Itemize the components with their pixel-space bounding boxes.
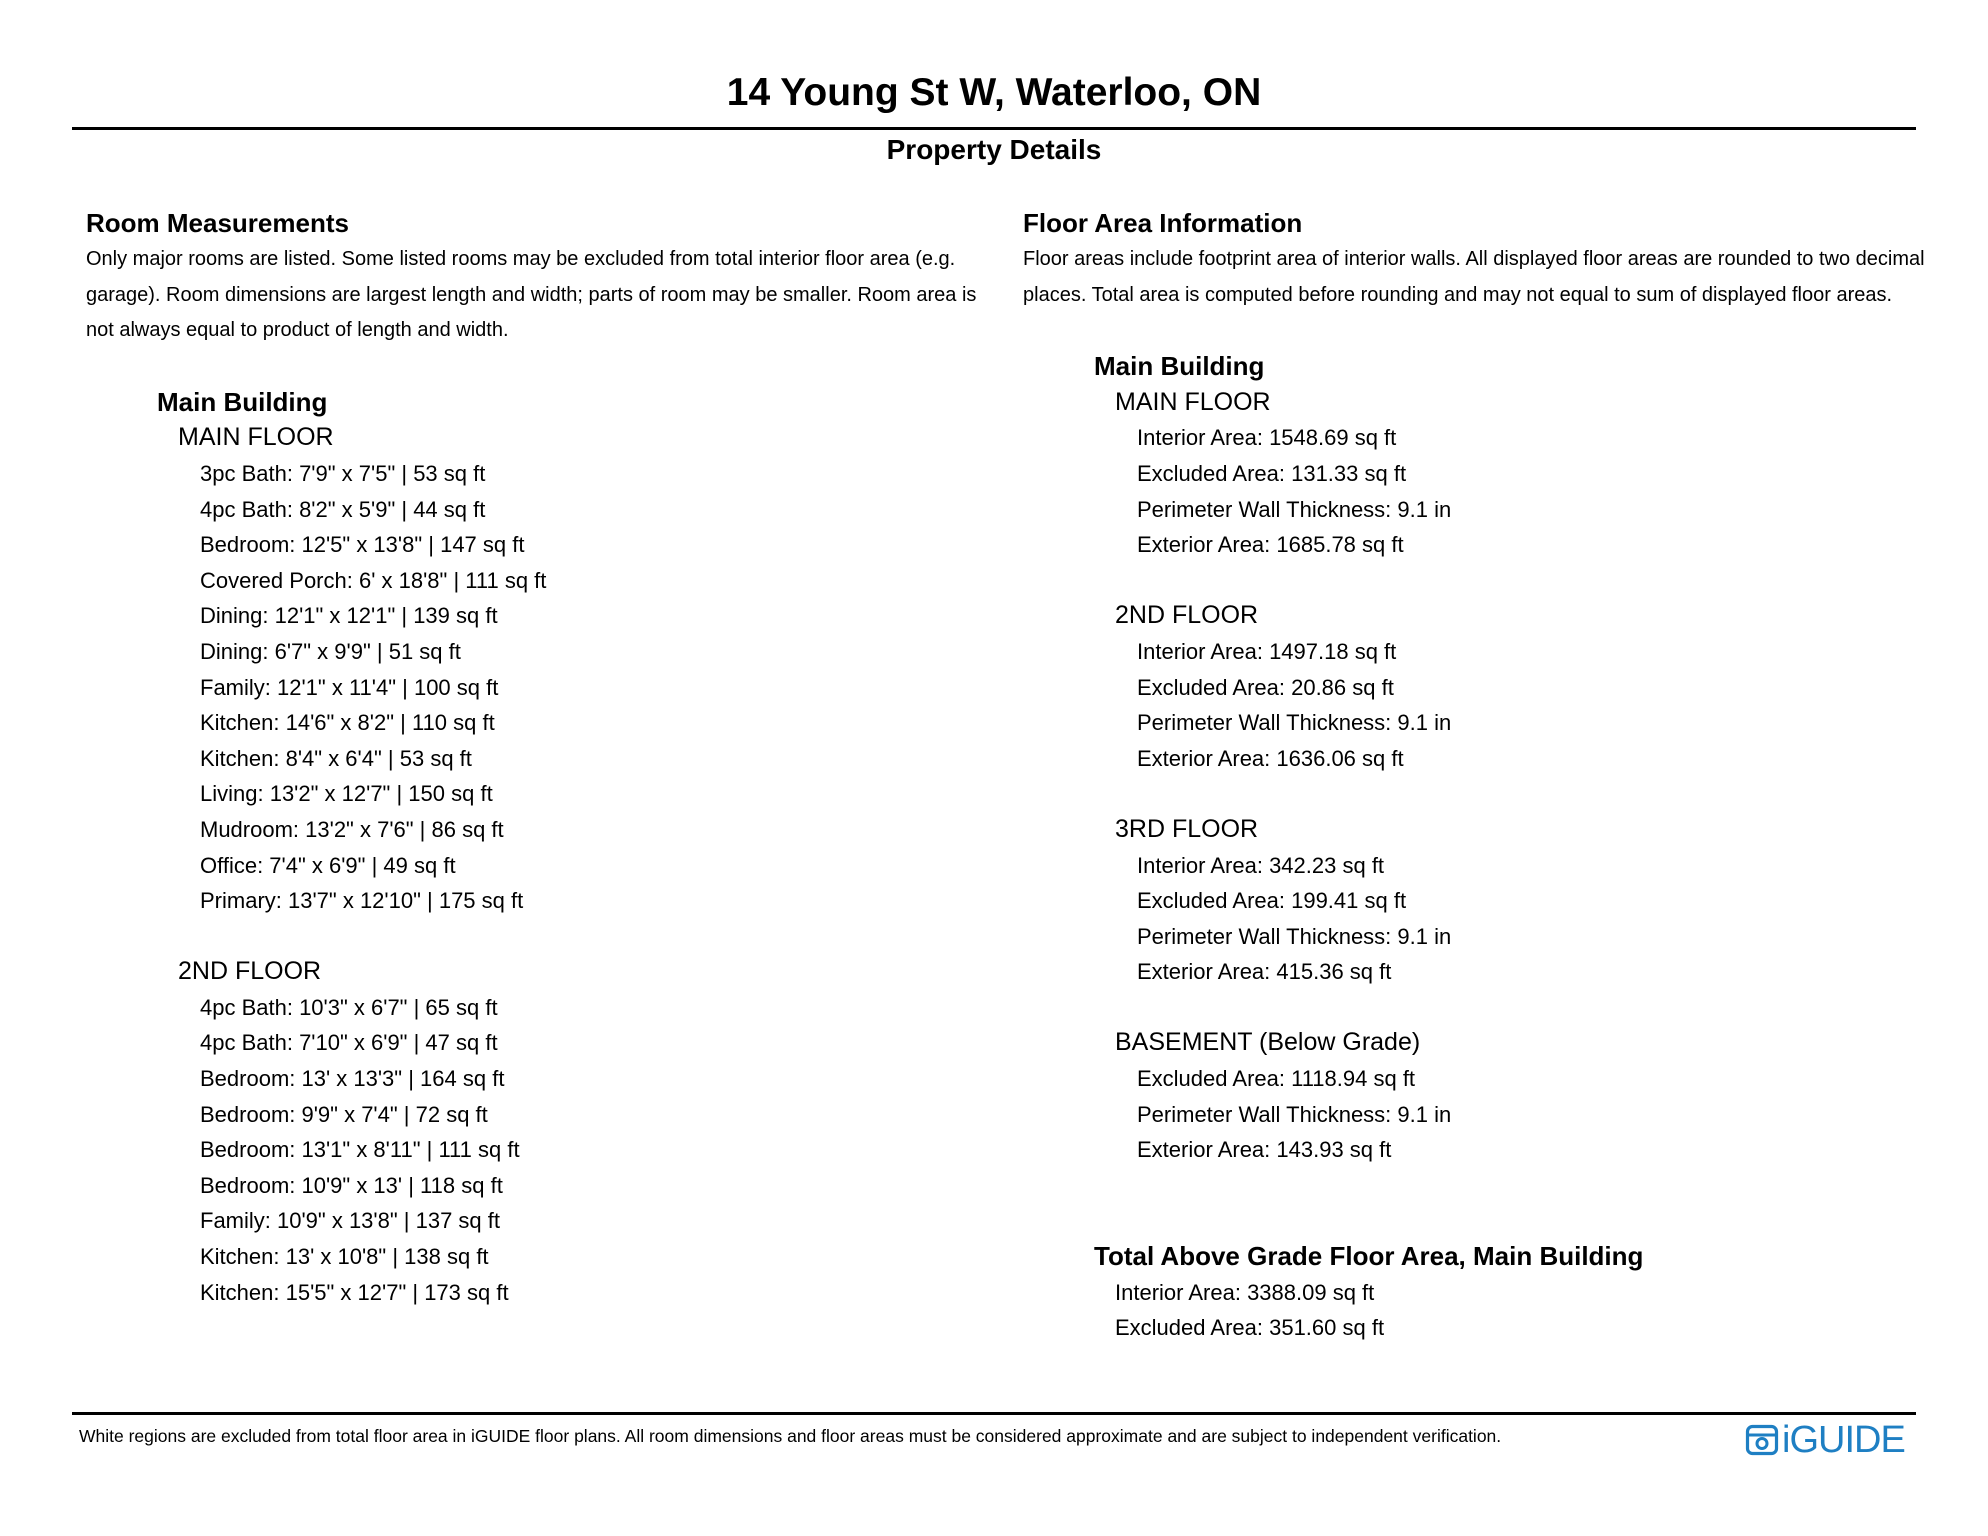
logo-wordmark: iGUIDE	[1782, 1419, 1905, 1461]
area-item: Excluded Area: 1118.94 sq ft	[1137, 1066, 1416, 1092]
room-item: 4pc Bath: 10'3" x 6'7" | 65 sq ft	[200, 994, 498, 1020]
area-item: Interior Area: 342.23 sq ft	[1137, 852, 1385, 878]
room-item: Bedroom: 10'9" x 13' | 118 sq ft	[200, 1172, 503, 1198]
room-building-block	[86, 385, 986, 1310]
floor-name: 3RD FLOOR	[1115, 814, 1259, 843]
camera-frame-icon	[1745, 1423, 1779, 1457]
total-area-item: Interior Area: 3388.09 sq ft	[1115, 1279, 1375, 1305]
room-item: 4pc Bath: 7'10" x 6'9" | 47 sq ft	[200, 1030, 498, 1056]
area-floor-main	[1115, 385, 1943, 563]
area-item: Interior Area: 1497.18 sq ft	[1137, 638, 1397, 664]
area-floor-3rd	[1115, 812, 1943, 990]
room-item: Dining: 12'1" x 12'1" | 139 sq ft	[200, 603, 498, 629]
area-item: Exterior Area: 1685.78 sq ft	[1137, 532, 1404, 558]
total-area-heading: Total Above Grade Floor Area, Main Building	[1094, 1241, 1644, 1272]
spacer	[1094, 776, 1943, 812]
footer-disclaimer: White regions are excluded from total floor area in iGUIDE floor plans. All room dimensions and floor areas must be considered approximate and are subject to independent verification.	[79, 1426, 1502, 1446]
area-floor-2nd	[1115, 598, 1943, 776]
room-item: Family: 12'1" x 11'4" | 100 sq ft	[200, 674, 499, 700]
area-item: Exterior Area: 415.36 sq ft	[1137, 959, 1392, 985]
room-item: Primary: 13'7" x 12'10" | 175 sq ft	[200, 888, 524, 914]
spacer	[157, 919, 986, 955]
floor-area-section	[1023, 206, 1943, 1346]
room-item: 3pc Bath: 7'9" x 7'5" | 53 sq ft	[200, 460, 486, 486]
floor-name: BASEMENT (Below Grade)	[1115, 1028, 1421, 1057]
room-item: Kitchen: 8'4" x 6'4" | 53 sq ft	[200, 745, 472, 771]
area-item: Interior Area: 1548.69 sq ft	[1137, 425, 1397, 451]
spacer	[1094, 1168, 1943, 1239]
room-item: Bedroom: 13'1" x 8'11" | 111 sq ft	[200, 1137, 520, 1163]
floor-area-description: Floor areas include footprint area of interior walls. All displayed floor areas are rounded to two decimal places. Total area is computed before rounding and may not equal to sum of displayed floor areas.	[1023, 248, 1925, 306]
area-building-title: Main Building	[1094, 351, 1265, 382]
area-item: Perimeter Wall Thickness: 9.1 in	[1137, 496, 1452, 522]
area-item: Excluded Area: 199.41 sq ft	[1137, 888, 1407, 914]
room-measurements-heading: Room Measurements	[86, 208, 349, 238]
floor-name: MAIN FLOOR	[178, 423, 334, 452]
room-building-title: Main Building	[157, 386, 328, 417]
room-item: Living: 13'2" x 12'7" | 150 sq ft	[200, 781, 493, 807]
room-measurements-section	[86, 206, 986, 1310]
spacer	[1094, 990, 1943, 1026]
room-item: Kitchen: 15'5" x 12'7" | 173 sq ft	[200, 1279, 509, 1305]
room-item: Kitchen: 13' x 10'8" | 138 sq ft	[200, 1244, 489, 1270]
room-item: Bedroom: 13' x 13'3" | 164 sq ft	[200, 1066, 505, 1092]
floor-area-heading: Floor Area Information	[1023, 208, 1303, 238]
room-item: Bedroom: 9'9" x 7'4" | 72 sq ft	[200, 1101, 488, 1127]
floor-name: 2ND FLOOR	[178, 957, 322, 986]
room-item: Kitchen: 14'6" x 8'2" | 110 sq ft	[200, 710, 495, 736]
iguide-logo	[1745, 1420, 1905, 1460]
area-item: Perimeter Wall Thickness: 9.1 in	[1137, 710, 1452, 736]
room-floor-main	[178, 420, 986, 918]
room-item: Covered Porch: 6' x 18'8" | 111 sq ft	[200, 567, 547, 593]
header-rule	[72, 127, 1916, 130]
room-item: Mudroom: 13'2" x 7'6" | 86 sq ft	[200, 816, 504, 842]
area-floor-basement	[1115, 1025, 1943, 1167]
area-item: Exterior Area: 143.93 sq ft	[1137, 1137, 1392, 1163]
area-item: Perimeter Wall Thickness: 9.1 in	[1137, 923, 1452, 949]
room-floor-2nd	[178, 954, 986, 1310]
room-item: Family: 10'9" x 13'8" | 137 sq ft	[200, 1208, 500, 1234]
room-item: Bedroom: 12'5" x 13'8" | 147 sq ft	[200, 532, 525, 558]
floor-name: MAIN FLOOR	[1115, 387, 1271, 416]
area-item: Exterior Area: 1636.06 sq ft	[1137, 745, 1404, 771]
room-item: Office: 7'4" x 6'9" | 49 sq ft	[200, 852, 456, 878]
spacer	[1094, 563, 1943, 599]
room-item: 4pc Bath: 8'2" x 5'9" | 44 sq ft	[200, 496, 486, 522]
room-measurements-description: Only major rooms are listed. Some listed rooms may be excluded from total interior floor area (e.g. garage). Room dimensions are largest length and width; parts of room may be smaller. Room area is not always equal to product of length and width.	[86, 248, 977, 342]
total-area-item: Excluded Area: 351.60 sq ft	[1115, 1315, 1385, 1341]
area-item: Excluded Area: 20.86 sq ft	[1137, 674, 1394, 700]
floor-name: 2ND FLOOR	[1115, 601, 1259, 630]
area-item: Perimeter Wall Thickness: 9.1 in	[1137, 1101, 1452, 1127]
room-item: Dining: 6'7" x 9'9" | 51 sq ft	[200, 638, 461, 664]
area-building-block	[1023, 349, 1943, 1346]
page-subtitle: Property Details	[886, 134, 1102, 165]
footer-rule	[72, 1412, 1916, 1415]
page-title: 14 Young St W, Waterloo, ON	[726, 71, 1262, 114]
area-item: Excluded Area: 131.33 sq ft	[1137, 460, 1407, 486]
